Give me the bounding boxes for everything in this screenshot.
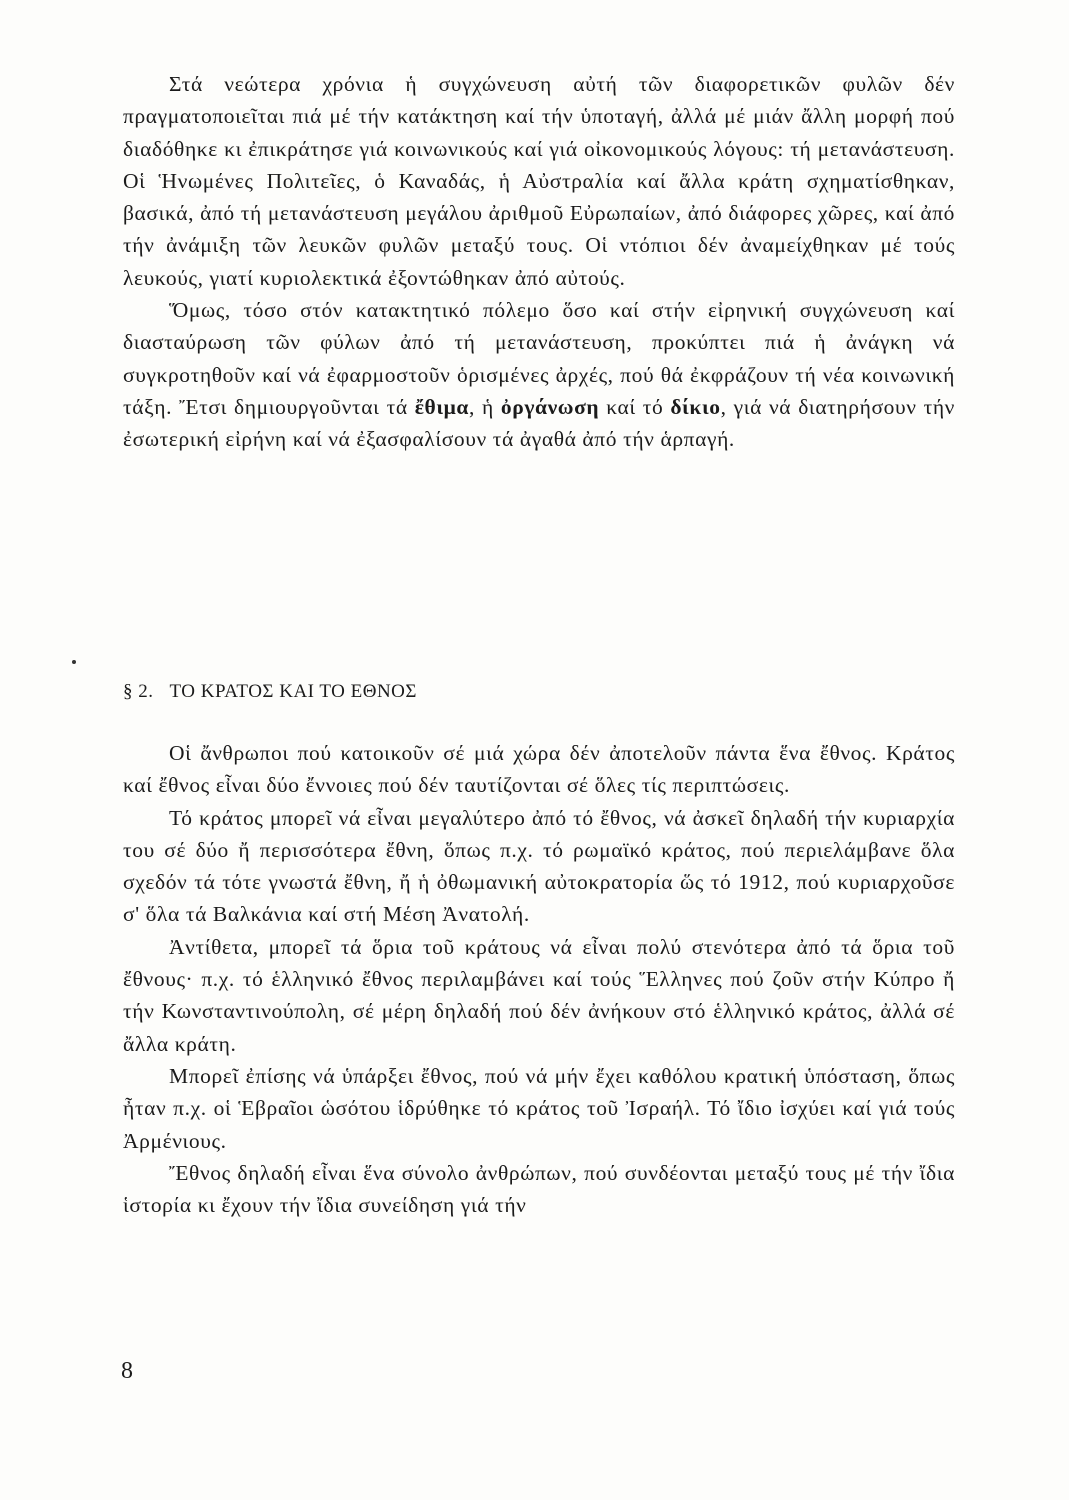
body-text (123, 68, 955, 456)
bold-term: δίκιο (670, 394, 721, 419)
section-text (123, 737, 955, 1221)
paragraph: Ἔθνος δηλαδή εἶναι ἕνα σύνολο ἀνθρώπων, πού συνδέονται μεταξύ τους μέ τήν ἴδια ἱστορία κι ἔχουν τήν ἴδια συνείδηση γιά τήν (123, 1160, 955, 1218)
paragraph: Οἱ ἄνθρωποι πού κατοικοῦν σέ μιά χώρα δέν ἀποτελοῦν πάντα ἕνα ἔθνος. Κράτος καί ἔθνος εἶναι δύο ἔννοιες πού δέν ταυτίζονται σέ ὅλες τίς περιπτώσεις. (123, 741, 955, 798)
paragraph: Τό κράτος μπορεῖ νά εἶναι μεγαλύτερο ἀπό τό ἔθνος, νά ἀσκεῖ δηλαδή τήν κυριαρχία του σέ δύο ἤ περισσότερα ἔθνη, ὅπως π.χ. τό ρωμαϊκό κράτος, πού περιελάμβανε ὅλα σχεδόν τά τότε γνωστά ἔθνη, ἤ ἡ ὀθωμανική αὐτοκρατορία ὥς τό 1912, πού κυριαρχοῦσε σ' ὅλα τά Βαλκάνια καί στή Μέση Ἀνατολή. (123, 805, 955, 927)
section-number: § 2. (123, 681, 154, 702)
paragraph: Στά νεώτερα χρόνια ἡ συγχώνευση αὐτή τῶν διαφορετικῶν φυλῶν δέν πραγματοποιεῖται πιά μέ τήν κατάκτηση καί τήν ὑποταγή, ἀλλά μέ μιάν ἄλλη μορφή πού διαδόθηκε κι ἐπικράτησε γιά κοινωνικούς καί γιά οἰκονομικούς λόγους: τή μετανάστευση. Οἱ Ἡνωμένες Πολιτεῖες, ὁ Καναδάς, ἡ Αὐστραλία καί ἄλλα κράτη σχηματίσθηκαν, βασικά, ἀπό τή μετανάστευση μεγάλου ἀριθμοῦ Εὐρωπαίων, ἀπό διάφορες χῶρες, καί ἀπό τήν ἀνάμιξη τῶν λευκῶν φυλῶν μεταξύ τους. Οἱ ντόπιοι δέν ἀναμείχθηκαν μέ τούς λευκούς, γιατί κυριολεκτικά ἐξοντώθηκαν ἀπό αὐτούς. (123, 72, 955, 290)
section-title: ΤΟ ΚΡΑΤΟΣ ΚΑΙ ΤΟ ΕΘΝΟΣ (169, 681, 417, 702)
bold-term: ὀργάνωση (500, 394, 600, 419)
bold-term: ἔθιμα (414, 394, 469, 419)
margin-mark (72, 660, 76, 664)
page-number: 8 (121, 1358, 133, 1384)
paragraph: Μπορεῖ ἐπίσης νά ὑπάρξει ἔθνος, πού νά μήν ἔχει καθόλου κρατική ὑπόσταση, ὅπως ἦταν π.χ. οἱ Ἑβραῖοι ὡσότου ἱδρύθηκε τό κράτος τοῦ Ἰσραήλ. Τό ἴδιο ἰσχύει καί γιά τούς Ἀρμένιους. (123, 1063, 955, 1153)
paragraph: Ἀντίθετα, μπορεῖ τά ὅρια τοῦ κράτους νά εἶναι πολύ στενότερα ἀπό τά ὅρια τοῦ ἔθνους· π.χ. τό ἑλληνικό ἔθνος περιλαμβάνει καί τούς Ἕλληνες πού ζοῦν στήν Κύπρο ἤ τήν Κωνσταντινούπολη, σέ μέρη δηλαδή πού δέν ἀνήκουν στό ἑλληνικό κράτος, ἀλλά σέ ἄλλα κράτη. (123, 934, 955, 1056)
section-heading (123, 681, 955, 703)
paragraph: Ὅμως, τόσο στόν κατακτητικό πόλεμο ὅσο καί στήν εἰρηνική συγχώνευση καί διασταύρωση τῶν φύλων ἀπό τή μετανάστευση, προκύπτει πιά ἡ ἀνάγκη νά συγκροτηθοῦν καί νά ἐφαρμοστοῦν ὁρισμένες ἀρχές, πού θά ἐκφράζουν τή νέα κοινωνική τάξη. Ἔτσι δημιουργοῦνται τά ἔθιμα, ἡ ὀργάνωση καί τό δίκιο, γιά νά διατηρήσουν τήν ἐσωτερική εἰρήνη καί νά ἐξασφαλίσουν τά ἀγαθά ἀπό τήν ἁρπαγή. (123, 298, 955, 452)
